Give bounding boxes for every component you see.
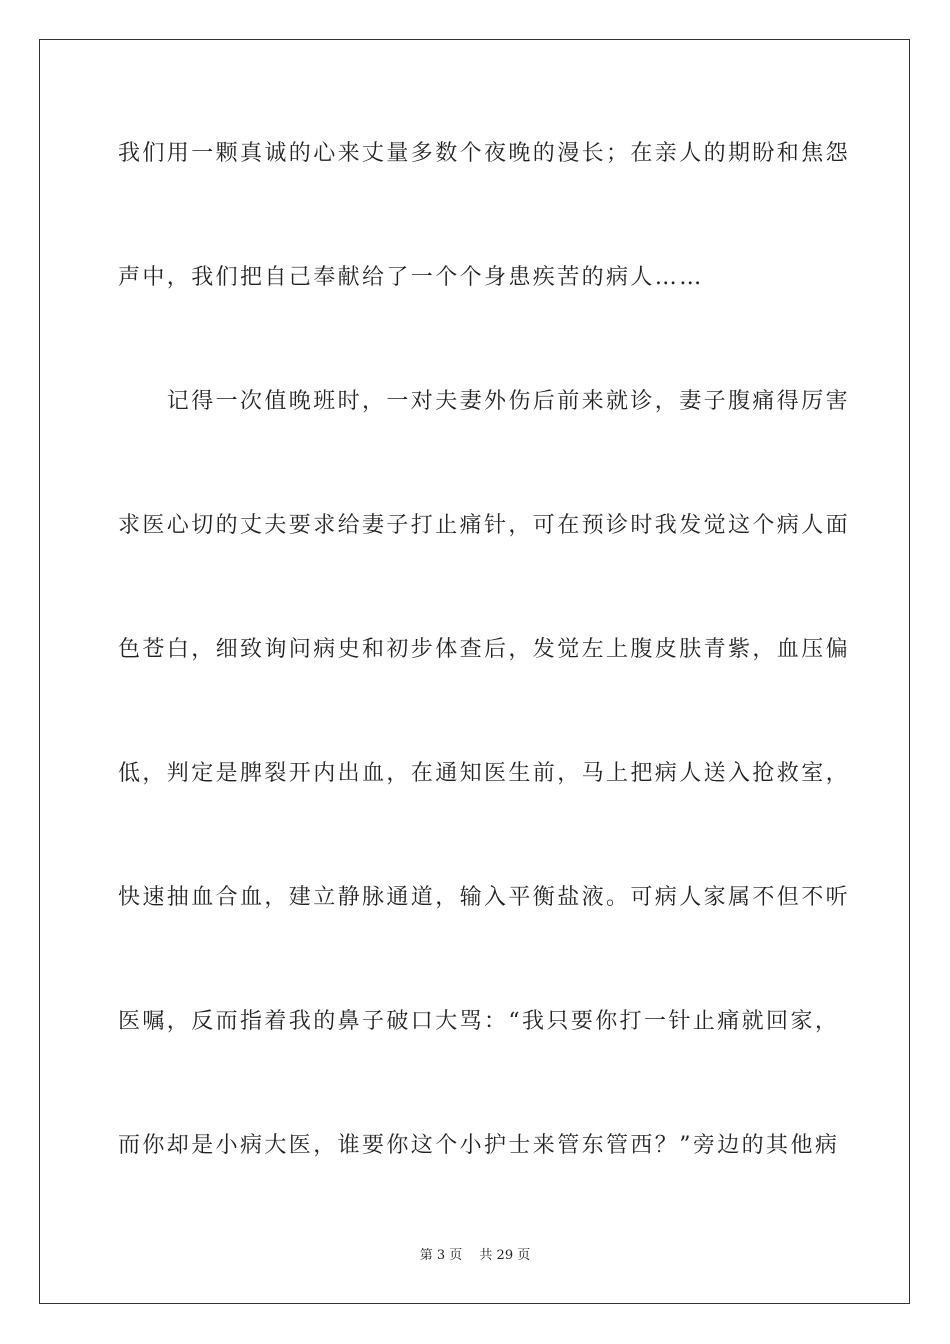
text-line: 求医心切的丈夫要求给妻子打止痛针，可在预诊时我发觉这个病人面	[118, 513, 851, 538]
text-line: 声中，我们把自己奉献给了一个个身患疾苦的病人……	[118, 265, 704, 290]
page-border	[39, 39, 910, 1304]
text-line: 记得一次值晚班时，一对夫妻外伤后前来就诊，妻子腹痛得厉害	[118, 389, 851, 414]
page-footer: 第 3 页 共 29 页	[419, 1248, 531, 1263]
text-line: 色苍白，细致询问病史和初步体查后，发觉左上腹皮肤青紫，血压偏	[118, 637, 851, 662]
text-line: 医嘱，反而指着我的鼻子破口大骂：“我只要你打一针止痛就回家，	[118, 1009, 840, 1034]
text-line: 而你却是小病大医，谁要你这个小护士来管东管西？”旁边的其他病	[118, 1133, 840, 1158]
text-line: 我们用一颗真诚的心来丈量多数个夜晚的漫长；在亲人的期盼和焦怨	[118, 141, 851, 166]
text-line: 快速抽血合血，建立静脉通道，输入平衡盐液。可病人家属不但不听	[118, 885, 851, 910]
text-line: 低，判定是脾裂开内出血，在通知医生前，马上把病人送入抢救室，	[118, 761, 851, 786]
